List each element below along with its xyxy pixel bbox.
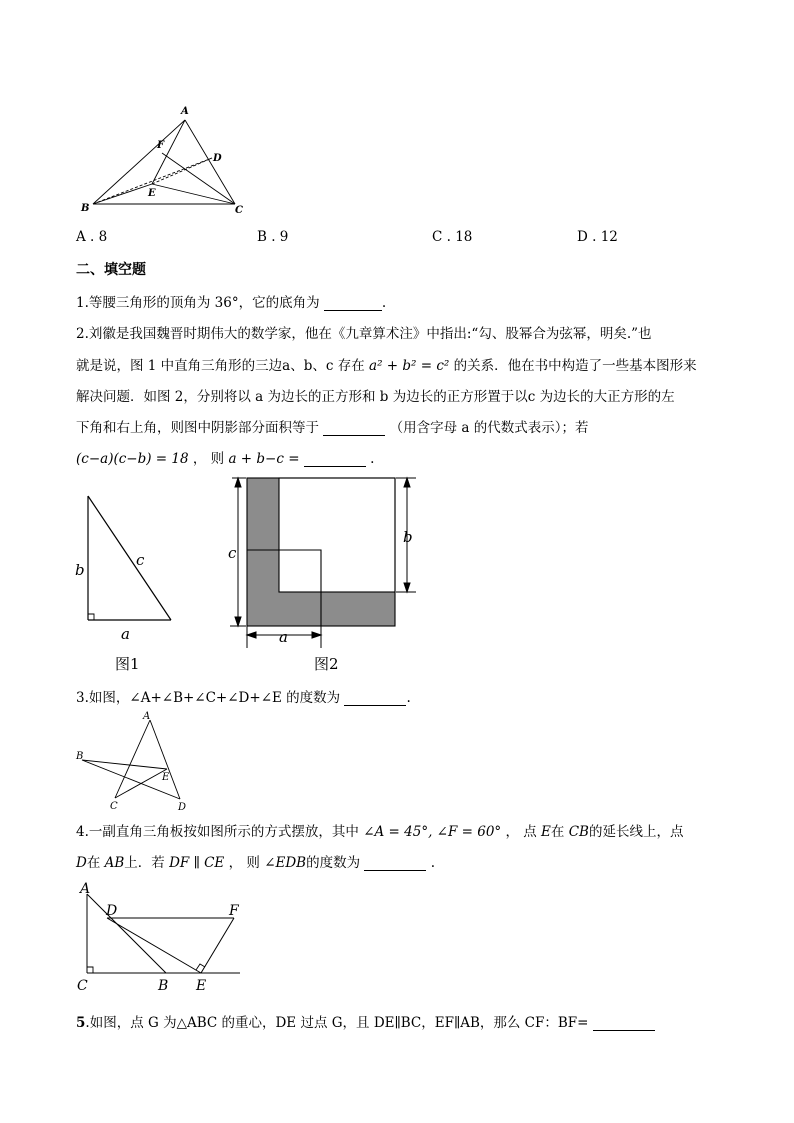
fig3-label-C: C: [110, 801, 118, 812]
fig4-label-D: D: [106, 903, 118, 919]
fig3-label-E: E: [162, 772, 170, 783]
triangle-figure-top: [75, 100, 255, 220]
figure-2-squares: [220, 470, 430, 680]
q4-segment-AB: AB: [104, 855, 125, 871]
q4-line2-text-a: 在: [86, 855, 101, 871]
fig4-label-C: C: [77, 978, 88, 994]
question-5: [76, 1011, 655, 1031]
section-title: 二、填空题: [76, 262, 146, 278]
q2-line2-text-a: 就是说，图 1 中直角三角形的三边a、b、c 存在: [76, 358, 365, 374]
choice-b[interactable]: B . 9: [257, 229, 289, 245]
q2-line4: [76, 416, 588, 436]
q4-line2-text-b: 上．若: [124, 855, 165, 871]
fig4-label-F: F: [229, 903, 239, 919]
q4-point-E: E: [541, 824, 551, 840]
q4-line1: [76, 820, 683, 840]
q4-line1-text-d: 的延长线上，点: [588, 824, 684, 840]
q2-line3: 解决问题．如图 2，分别将以 a 为边长的正方形和 b 为边长的正方形置于以c 为边长的大正方形的左: [76, 389, 675, 405]
fig2-caption: 图2: [314, 655, 339, 673]
fig2-label-a: a: [279, 628, 288, 646]
label-F: F: [157, 140, 165, 151]
q4-line2-text-d: 的度数为: [306, 855, 361, 871]
q5-number: 5: [76, 1015, 86, 1031]
label-E: E: [148, 188, 156, 199]
q2-pythagorean-formula: a² + b² = c²: [369, 358, 450, 374]
q2-line2: [76, 354, 697, 374]
fig3-label-A: A: [143, 711, 151, 722]
q5-answer-blank[interactable]: [593, 1016, 655, 1031]
q4-line2-end: .: [430, 855, 435, 871]
q4-line1-text-b: ， 点: [505, 824, 537, 840]
q2-line4-text-b: （用含字母 a 的代数式表示）；若: [389, 420, 589, 436]
triangle-boards-figure-q4: [70, 878, 250, 998]
question-3: [76, 686, 411, 706]
q4-point-D: D: [76, 855, 87, 871]
fig4-label-A: A: [80, 881, 91, 897]
fig2-label-c: c: [228, 544, 237, 562]
q2-answer-blank-1[interactable]: [323, 421, 385, 436]
q2-line5-end: .: [370, 451, 375, 467]
star-figure-q3: [70, 705, 200, 815]
label-C: C: [235, 205, 243, 216]
choice-c[interactable]: C . 18: [432, 229, 473, 245]
fig3-label-B: B: [76, 751, 84, 762]
q4-segment-CB: CB: [568, 824, 589, 840]
q4-answer-blank[interactable]: [364, 856, 426, 871]
fig2-label-b: b: [403, 528, 413, 546]
q4-angles: ∠A = 45°, ∠F = 60°: [363, 824, 502, 840]
q2-target-expression: a + b−c =: [228, 451, 300, 467]
question-1: [76, 291, 386, 311]
label-B: B: [81, 203, 90, 214]
fig4-label-B: B: [158, 978, 169, 994]
q2-line2-text-b: 的关系．他在书中构造了一些基本图形来: [453, 358, 697, 374]
q4-line1-text-a: 4.一副直角三角板按如图所示的方式摆放，其中: [76, 824, 359, 840]
q3-end: .: [406, 690, 411, 706]
q4-line1-text-c: 在: [550, 824, 565, 840]
q2-line4-text-a: 下角和右上角，则图中阴影部分面积等于: [76, 420, 319, 436]
q3-answer-blank[interactable]: [344, 691, 406, 706]
q2-line5-mid: ， 则: [192, 451, 225, 467]
q2-line1: 2.刘徽是我国魏晋时期伟大的数学家，他在《九章算术注》中指出:“勾、股幂合为弦幂，明矣.”也: [76, 326, 652, 342]
q1-text: 1.等腰三角形的顶角为 36°，它的底角为: [76, 295, 320, 311]
fig1-label-a: a: [121, 625, 130, 643]
fig1-label-c: c: [136, 551, 145, 569]
q2-line5: [76, 447, 374, 467]
fig3-label-D: D: [178, 802, 187, 813]
q2-condition-formula: (c−a)(c−b) = 18: [76, 451, 189, 467]
label-A: A: [181, 106, 189, 117]
q1-answer-blank[interactable]: [324, 296, 382, 311]
choice-a[interactable]: A . 8: [76, 229, 108, 245]
q1-end: .: [381, 295, 387, 311]
label-D: D: [213, 153, 222, 164]
q2-answer-blank-2[interactable]: [304, 452, 366, 467]
q4-parallel-condition: DF ∥ CE: [169, 855, 225, 871]
fig1-label-b: b: [75, 561, 85, 579]
q4-angle-EDB: ∠EDB: [264, 855, 307, 871]
fig1-caption: 图1: [115, 655, 140, 673]
q3-text: 3.如图，∠A+∠B+∠C+∠D+∠E 的度数为: [76, 690, 341, 706]
q4-line2: [76, 851, 435, 871]
q5-text: .如图，点 G 为△ABC 的重心，DE 过点 G，且 DE∥BC，EF∥AB，那么 CF：BF=: [85, 1015, 589, 1031]
choice-d[interactable]: D . 12: [577, 229, 618, 245]
fig4-label-E: E: [196, 978, 207, 994]
q4-line2-text-c: ， 则: [228, 855, 260, 871]
figure-1-right-triangle: [70, 488, 190, 678]
